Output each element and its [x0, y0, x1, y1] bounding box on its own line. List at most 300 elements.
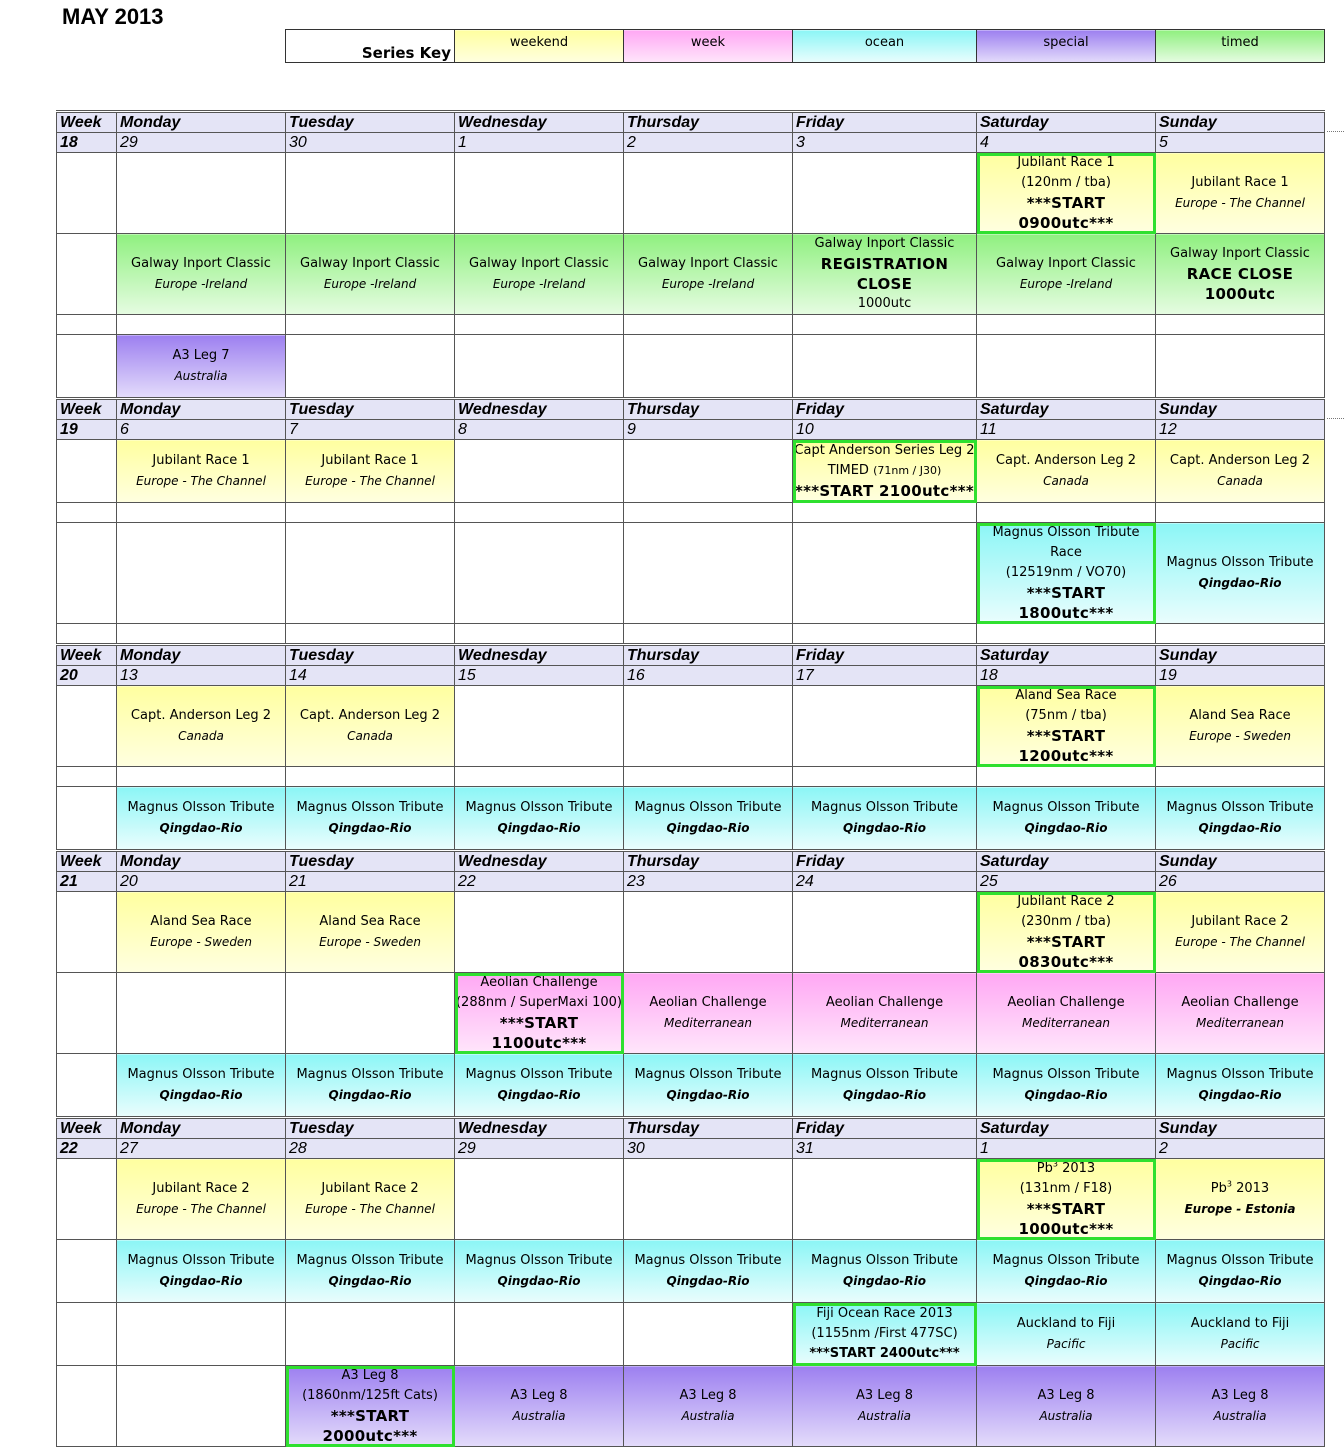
- saturday-header: Saturday: [977, 399, 1156, 420]
- date-cell: 2: [1156, 1139, 1325, 1159]
- event-title: Jubilant Race 1: [321, 453, 419, 468]
- empty-cell: [57, 1159, 117, 1240]
- date-cell: 14: [286, 666, 455, 686]
- event-title: Aland Sea Race: [150, 914, 252, 929]
- event-region: Europe - Sweden: [150, 935, 252, 949]
- event-magnus-olsson[interactable]: [117, 787, 286, 851]
- empty-cell: [57, 973, 117, 1054]
- event-magnus-olsson[interactable]: [793, 787, 977, 851]
- empty-cell: [286, 503, 455, 523]
- date-cell: 16: [624, 666, 793, 686]
- event-title: Galway Inport Classic: [638, 256, 778, 271]
- event-title: Magnus Olsson Tribute: [1166, 800, 1314, 815]
- margin-tick: [1327, 131, 1344, 132]
- event-magnus-olsson[interactable]: [286, 1240, 455, 1303]
- event-capt-anderson[interactable]: [117, 686, 286, 767]
- date-cell: 6: [117, 420, 286, 440]
- event-magnus-olsson-start[interactable]: [977, 523, 1156, 624]
- event-region: Qingdao-Rio: [1024, 1274, 1108, 1288]
- empty-cell: [455, 503, 624, 523]
- empty-cell: [455, 315, 624, 335]
- empty-cell: [286, 523, 455, 624]
- empty-cell: [624, 335, 793, 399]
- event-title: Magnus Olsson Tribute: [1166, 1253, 1314, 1268]
- date-cell: 23: [624, 872, 793, 892]
- saturday-header: Saturday: [977, 1118, 1156, 1139]
- calendar-grid: [56, 110, 1325, 1447]
- event-region: Qingdao-Rio: [1198, 1274, 1282, 1288]
- empty-cell: [624, 624, 793, 645]
- event-spec-detail: (71nm / J30): [873, 464, 942, 477]
- sunday-header: Sunday: [1156, 851, 1325, 872]
- event-region: Europe - The Channel: [1175, 196, 1305, 210]
- event-capt-anderson[interactable]: [977, 440, 1156, 503]
- monday-header: Monday: [117, 112, 286, 133]
- event-title-sup: 3: [1052, 1159, 1058, 1169]
- event-jubilant-race-2[interactable]: [117, 1159, 286, 1240]
- empty-cell: [793, 1159, 977, 1240]
- event-title: Aeolian Challenge: [1181, 995, 1299, 1010]
- date-cell: 30: [286, 133, 455, 153]
- empty-cell: [117, 1366, 286, 1447]
- empty-cell: [117, 153, 286, 234]
- week-number: 21: [57, 872, 117, 892]
- date-row: [57, 1139, 1325, 1159]
- event-a3-leg-8[interactable]: [455, 1366, 624, 1447]
- date-cell: 27: [117, 1139, 286, 1159]
- empty-cell: [57, 523, 117, 624]
- monday-header: Monday: [117, 851, 286, 872]
- event-a3-leg-8-start[interactable]: [286, 1366, 455, 1447]
- event-region: Europe - The Channel: [1175, 935, 1305, 949]
- event-region: Qingdao-Rio: [497, 1274, 581, 1288]
- event-spec: (230nm / tba): [1021, 914, 1111, 929]
- event-title: Aeolian Challenge: [1007, 995, 1125, 1010]
- sunday-header: Sunday: [1156, 112, 1325, 133]
- empty-cell: [57, 234, 117, 315]
- empty-cell: [117, 973, 286, 1054]
- event-aland-sea[interactable]: [1156, 686, 1325, 767]
- margin-tick: [1327, 418, 1344, 419]
- date-cell: 1: [977, 1139, 1156, 1159]
- event-galway[interactable]: [117, 234, 286, 315]
- date-row: [57, 420, 1325, 440]
- key-week: week: [624, 30, 793, 63]
- event-region: Qingdao-Rio: [497, 1088, 581, 1102]
- date-cell: 3: [793, 133, 977, 153]
- empty-cell: [977, 503, 1156, 523]
- empty-cell: [117, 503, 286, 523]
- event-start: ***START 1100utc***: [491, 1014, 587, 1052]
- event-title: Capt. Anderson Leg 2: [130, 708, 272, 723]
- event-time: 1000utc: [857, 296, 912, 311]
- empty-cell: [57, 315, 117, 335]
- event-magnus-olsson[interactable]: [977, 787, 1156, 851]
- date-cell: 21: [286, 872, 455, 892]
- date-cell: 25: [977, 872, 1156, 892]
- day-header-row: [57, 645, 1325, 666]
- event-region: Europe -Ireland: [661, 277, 755, 291]
- event-magnus-olsson[interactable]: [455, 1054, 624, 1118]
- thursday-header: Thursday: [624, 645, 793, 666]
- tuesday-header: Tuesday: [286, 1118, 455, 1139]
- event-pb3-start[interactable]: [977, 1159, 1156, 1240]
- empty-cell: [57, 153, 117, 234]
- event-title: Magnus Olsson Tribute: [127, 1067, 275, 1082]
- event-a3-leg-8[interactable]: [1156, 1366, 1325, 1447]
- event-aland-sea-start[interactable]: [977, 686, 1156, 767]
- event-title: Magnus Olsson Tribute: [1166, 555, 1314, 570]
- event-title: Magnus Olsson Tribute: [465, 1253, 613, 1268]
- event-jubilant-race-1[interactable]: [117, 440, 286, 503]
- monday-header: Monday: [117, 399, 286, 420]
- empty-cell: [455, 767, 624, 787]
- event-title: Magnus Olsson Tribute: [810, 1067, 959, 1082]
- empty-cell: [624, 892, 793, 973]
- empty-cell: [1156, 315, 1325, 335]
- event-title: Aland Sea Race: [319, 914, 421, 929]
- event-region: Qingdao-Rio: [159, 821, 243, 835]
- event-title: Jubilant Race 2: [1191, 914, 1289, 929]
- event-region: Australia: [1039, 1409, 1093, 1423]
- event-title: Magnus Olsson Tribute Race: [992, 525, 1140, 560]
- event-title: A3 Leg 8: [856, 1388, 913, 1403]
- empty-cell: [624, 153, 793, 234]
- event-spec: (1155nm /First 477SC): [811, 1326, 958, 1341]
- empty-cell: [57, 503, 117, 523]
- empty-cell: [57, 1240, 117, 1303]
- empty-cell: [57, 767, 117, 787]
- event-region: Qingdao-Rio: [843, 1274, 926, 1288]
- event-a3-leg-8[interactable]: [624, 1366, 793, 1447]
- event-jubilant-race-2[interactable]: [286, 1159, 455, 1240]
- event-start: ***START 0830utc***: [1018, 933, 1114, 971]
- friday-header: Friday: [793, 112, 977, 133]
- event-magnus-olsson[interactable]: [117, 1054, 286, 1118]
- event-region: Australia: [512, 1409, 566, 1423]
- empty-cell: [793, 315, 977, 335]
- monday-header: Monday: [117, 645, 286, 666]
- event-magnus-olsson[interactable]: [977, 1054, 1156, 1118]
- event-magnus-olsson[interactable]: [624, 1240, 793, 1303]
- empty-cell: [57, 335, 117, 399]
- thursday-header: Thursday: [624, 1118, 793, 1139]
- event-title: Magnus Olsson Tribute: [296, 1067, 444, 1082]
- event-start: ***START 1200utc***: [1018, 727, 1114, 765]
- event-title: Galway Inport Classic: [1170, 246, 1310, 261]
- wednesday-header: Wednesday: [455, 112, 624, 133]
- date-cell: 7: [286, 420, 455, 440]
- empty-cell: [624, 523, 793, 624]
- event-title: Jubilant Race 1: [1191, 175, 1289, 190]
- event-title: Magnus Olsson Tribute: [634, 1253, 782, 1268]
- event-region: Qingdao-Rio: [843, 1088, 926, 1102]
- event-galway-registration-close[interactable]: [793, 234, 977, 315]
- week-header: Week: [57, 851, 117, 872]
- event-title-year: 2013: [1057, 1161, 1096, 1176]
- event-region: Australia: [681, 1409, 735, 1423]
- event-title: Galway Inport Classic: [814, 236, 955, 251]
- week-number: 19: [57, 420, 117, 440]
- empty-cell: [286, 973, 455, 1054]
- event-aland-sea[interactable]: [117, 892, 286, 973]
- event-a3-leg-8[interactable]: [793, 1366, 977, 1447]
- thursday-header: Thursday: [624, 112, 793, 133]
- date-cell: 8: [455, 420, 624, 440]
- series-key-label: Series Key: [286, 30, 455, 63]
- event-region: Mediterranean: [664, 1016, 752, 1030]
- event-region: Europe - The Channel: [305, 1202, 435, 1216]
- event-timed-label: TIMED: [827, 463, 869, 478]
- empty-cell: [117, 1303, 286, 1366]
- page-title: MAY 2013: [62, 4, 164, 29]
- day-header-row: [57, 1118, 1325, 1139]
- wednesday-header: Wednesday: [455, 645, 624, 666]
- event-jubilant-race-1-start[interactable]: [977, 153, 1156, 234]
- empty-cell: [286, 1303, 455, 1366]
- empty-cell: [977, 767, 1156, 787]
- event-title: Jubilant Race 2: [1017, 894, 1115, 909]
- week-header: Week: [57, 645, 117, 666]
- event-galway[interactable]: [624, 234, 793, 315]
- event-capt-anderson-timed-start[interactable]: [793, 440, 977, 503]
- date-cell: 24: [793, 872, 977, 892]
- event-region: Europe -Ireland: [1019, 277, 1113, 291]
- event-title: Magnus Olsson Tribute: [296, 800, 444, 815]
- event-region: Qingdao-Rio: [666, 1274, 750, 1288]
- event-magnus-olsson[interactable]: [793, 1240, 977, 1303]
- week-number: 20: [57, 666, 117, 686]
- event-title: Jubilant Race 1: [1017, 155, 1115, 170]
- event-title: Galway Inport Classic: [469, 256, 609, 271]
- empty-cell: [455, 686, 624, 767]
- event-aeolian[interactable]: [793, 973, 977, 1054]
- event-fiji-ocean-start[interactable]: [793, 1303, 977, 1366]
- event-aeolian[interactable]: [977, 973, 1156, 1054]
- event-region: Qingdao-Rio: [159, 1274, 243, 1288]
- event-region: Qingdao-Rio: [1024, 821, 1108, 835]
- event-magnus-olsson[interactable]: [286, 787, 455, 851]
- event-aland-sea[interactable]: [286, 892, 455, 973]
- event-magnus-olsson[interactable]: [624, 787, 793, 851]
- event-region: Europe -Ireland: [154, 277, 248, 291]
- date-cell: 12: [1156, 420, 1325, 440]
- event-region: Canada: [178, 729, 224, 743]
- event-title: Aeolian Challenge: [480, 975, 598, 990]
- event-magnus-olsson[interactable]: [455, 787, 624, 851]
- event-region: Europe - The Channel: [136, 1202, 266, 1216]
- empty-cell: [455, 523, 624, 624]
- empty-cell: [455, 1303, 624, 1366]
- week-number: 22: [57, 1139, 117, 1159]
- event-region: Qingdao-Rio: [1198, 576, 1282, 590]
- empty-cell: [624, 767, 793, 787]
- event-title: Magnus Olsson Tribute: [127, 800, 275, 815]
- event-magnus-olsson[interactable]: [286, 1054, 455, 1118]
- event-spec: [793, 461, 976, 481]
- event-magnus-olsson[interactable]: [1156, 523, 1325, 624]
- sunday-header: Sunday: [1156, 399, 1325, 420]
- event-region: Mediterranean: [840, 1016, 929, 1030]
- event-region: Qingdao-Rio: [843, 821, 926, 835]
- event-magnus-olsson[interactable]: [1156, 787, 1325, 851]
- empty-cell: [117, 624, 286, 645]
- event-magnus-olsson[interactable]: [1156, 1054, 1325, 1118]
- event-magnus-olsson[interactable]: [793, 1054, 977, 1118]
- event-start: ***START 0900utc***: [1018, 194, 1114, 232]
- saturday-header: Saturday: [977, 645, 1156, 666]
- key-timed: timed: [1156, 30, 1325, 63]
- date-cell: 28: [286, 1139, 455, 1159]
- event-pb3[interactable]: [1156, 1159, 1325, 1240]
- empty-cell: [793, 767, 977, 787]
- event-title-text: Pb: [1036, 1161, 1053, 1176]
- event-note: RACE CLOSE 1000utc: [1186, 265, 1294, 303]
- event-title: Capt. Anderson Leg 2: [299, 708, 441, 723]
- day-header-row: [57, 112, 1325, 133]
- empty-cell: [455, 440, 624, 503]
- week-header: Week: [57, 399, 117, 420]
- event-region: Qingdao-Rio: [1198, 1088, 1282, 1102]
- friday-header: Friday: [793, 399, 977, 420]
- event-galway[interactable]: [286, 234, 455, 315]
- event-title: Magnus Olsson Tribute: [127, 1253, 275, 1268]
- empty-cell: [57, 1366, 117, 1447]
- event-jubilant-race-1[interactable]: [1156, 153, 1325, 234]
- date-cell: 31: [793, 1139, 977, 1159]
- empty-cell: [624, 1159, 793, 1240]
- event-title: Magnus Olsson Tribute: [296, 1253, 444, 1268]
- event-galway-race-close[interactable]: [1156, 234, 1325, 315]
- week-header: Week: [57, 1118, 117, 1139]
- event-title: Magnus Olsson Tribute: [634, 1067, 782, 1082]
- event-jubilant-race-2[interactable]: [1156, 892, 1325, 973]
- empty-cell: [1156, 335, 1325, 399]
- empty-cell: [977, 335, 1156, 399]
- date-cell: 5: [1156, 133, 1325, 153]
- event-a3-leg-7[interactable]: [117, 335, 286, 399]
- event-title-year: 2013: [1231, 1181, 1270, 1196]
- event-title: Aland Sea Race: [1189, 708, 1291, 723]
- event-capt-anderson[interactable]: [286, 686, 455, 767]
- date-cell: 4: [977, 133, 1156, 153]
- event-magnus-olsson[interactable]: [624, 1054, 793, 1118]
- event-galway[interactable]: [455, 234, 624, 315]
- empty-cell: [624, 503, 793, 523]
- event-title: A3 Leg 8: [510, 1388, 568, 1403]
- empty-cell: [455, 1159, 624, 1240]
- date-row: [57, 872, 1325, 892]
- event-region: Europe - The Channel: [136, 474, 266, 488]
- event-region: Europe - Estonia: [1184, 1202, 1296, 1216]
- friday-header: Friday: [793, 851, 977, 872]
- event-title: Magnus Olsson Tribute: [1166, 1067, 1314, 1082]
- empty-cell: [57, 787, 117, 851]
- empty-cell: [57, 892, 117, 973]
- date-cell: 20: [117, 872, 286, 892]
- empty-cell: [57, 1054, 117, 1118]
- event-spec: (12519nm / VO70): [1005, 565, 1127, 580]
- event-title: Jubilant Race 1: [152, 453, 250, 468]
- event-auckland-fiji[interactable]: [1156, 1303, 1325, 1366]
- event-spec: (131nm / F18): [1019, 1181, 1113, 1196]
- empty-cell: [1156, 624, 1325, 645]
- saturday-header: Saturday: [977, 112, 1156, 133]
- event-start: ***START 2000utc***: [322, 1407, 418, 1445]
- monday-header: Monday: [117, 1118, 286, 1139]
- empty-cell: [455, 892, 624, 973]
- event-region: Australia: [174, 369, 228, 383]
- event-spec: (1860nm/125ft Cats): [302, 1388, 438, 1403]
- event-start: ***START 2100utc***: [794, 482, 975, 500]
- event-region: Australia: [857, 1409, 912, 1423]
- event-auckland-fiji[interactable]: [977, 1303, 1156, 1366]
- thursday-header: Thursday: [624, 851, 793, 872]
- sunday-header: Sunday: [1156, 1118, 1325, 1139]
- wednesday-header: Wednesday: [455, 1118, 624, 1139]
- event-title: Magnus Olsson Tribute: [810, 800, 959, 815]
- event-title: Magnus Olsson Tribute: [465, 800, 613, 815]
- event-title: Magnus Olsson Tribute: [465, 1067, 613, 1082]
- event-region: Pacific: [1220, 1337, 1260, 1351]
- event-magnus-olsson[interactable]: [977, 1240, 1156, 1303]
- event-title: Galway Inport Classic: [300, 256, 440, 271]
- date-cell: 19: [1156, 666, 1325, 686]
- wednesday-header: Wednesday: [455, 399, 624, 420]
- event-spec: (120nm / tba): [1021, 175, 1111, 190]
- event-title: Fiji Ocean Race 2013: [816, 1306, 953, 1321]
- event-galway[interactable]: [977, 234, 1156, 315]
- empty-cell: [793, 503, 977, 523]
- empty-cell: [1156, 503, 1325, 523]
- event-title: A3 Leg 8: [1211, 1388, 1269, 1403]
- event-jubilant-race-1[interactable]: [286, 440, 455, 503]
- event-region: Pacific: [1046, 1337, 1086, 1351]
- empty-cell: [57, 440, 117, 503]
- date-cell: 29: [455, 1139, 624, 1159]
- empty-cell: [455, 153, 624, 234]
- empty-cell: [57, 624, 117, 645]
- event-region: Australia: [1213, 1409, 1267, 1423]
- date-cell: 18: [977, 666, 1156, 686]
- event-title: Magnus Olsson Tribute: [992, 1253, 1140, 1268]
- event-title: Capt. Anderson Leg 2: [995, 453, 1137, 468]
- empty-cell: [286, 624, 455, 645]
- event-magnus-olsson[interactable]: [455, 1240, 624, 1303]
- event-title: Galway Inport Classic: [131, 256, 271, 271]
- event-magnus-olsson[interactable]: [117, 1240, 286, 1303]
- event-title: A3 Leg 8: [341, 1368, 399, 1383]
- event-aeolian[interactable]: [1156, 973, 1325, 1054]
- event-jubilant-race-2-start[interactable]: [977, 892, 1156, 973]
- empty-cell: [57, 686, 117, 767]
- empty-cell: [455, 624, 624, 645]
- event-magnus-olsson[interactable]: [1156, 1240, 1325, 1303]
- key-weekend: weekend: [455, 30, 624, 63]
- event-aeolian-start[interactable]: [455, 973, 624, 1054]
- empty-cell: [117, 523, 286, 624]
- event-title: A3 Leg 8: [679, 1388, 737, 1403]
- event-region: Canada: [347, 729, 393, 743]
- empty-cell: [57, 1303, 117, 1366]
- event-a3-leg-8[interactable]: [977, 1366, 1156, 1447]
- empty-cell: [455, 335, 624, 399]
- event-aeolian[interactable]: [624, 973, 793, 1054]
- empty-cell: [286, 153, 455, 234]
- event-capt-anderson[interactable]: [1156, 440, 1325, 503]
- event-region: Qingdao-Rio: [328, 1274, 412, 1288]
- event-region: Qingdao-Rio: [328, 1088, 412, 1102]
